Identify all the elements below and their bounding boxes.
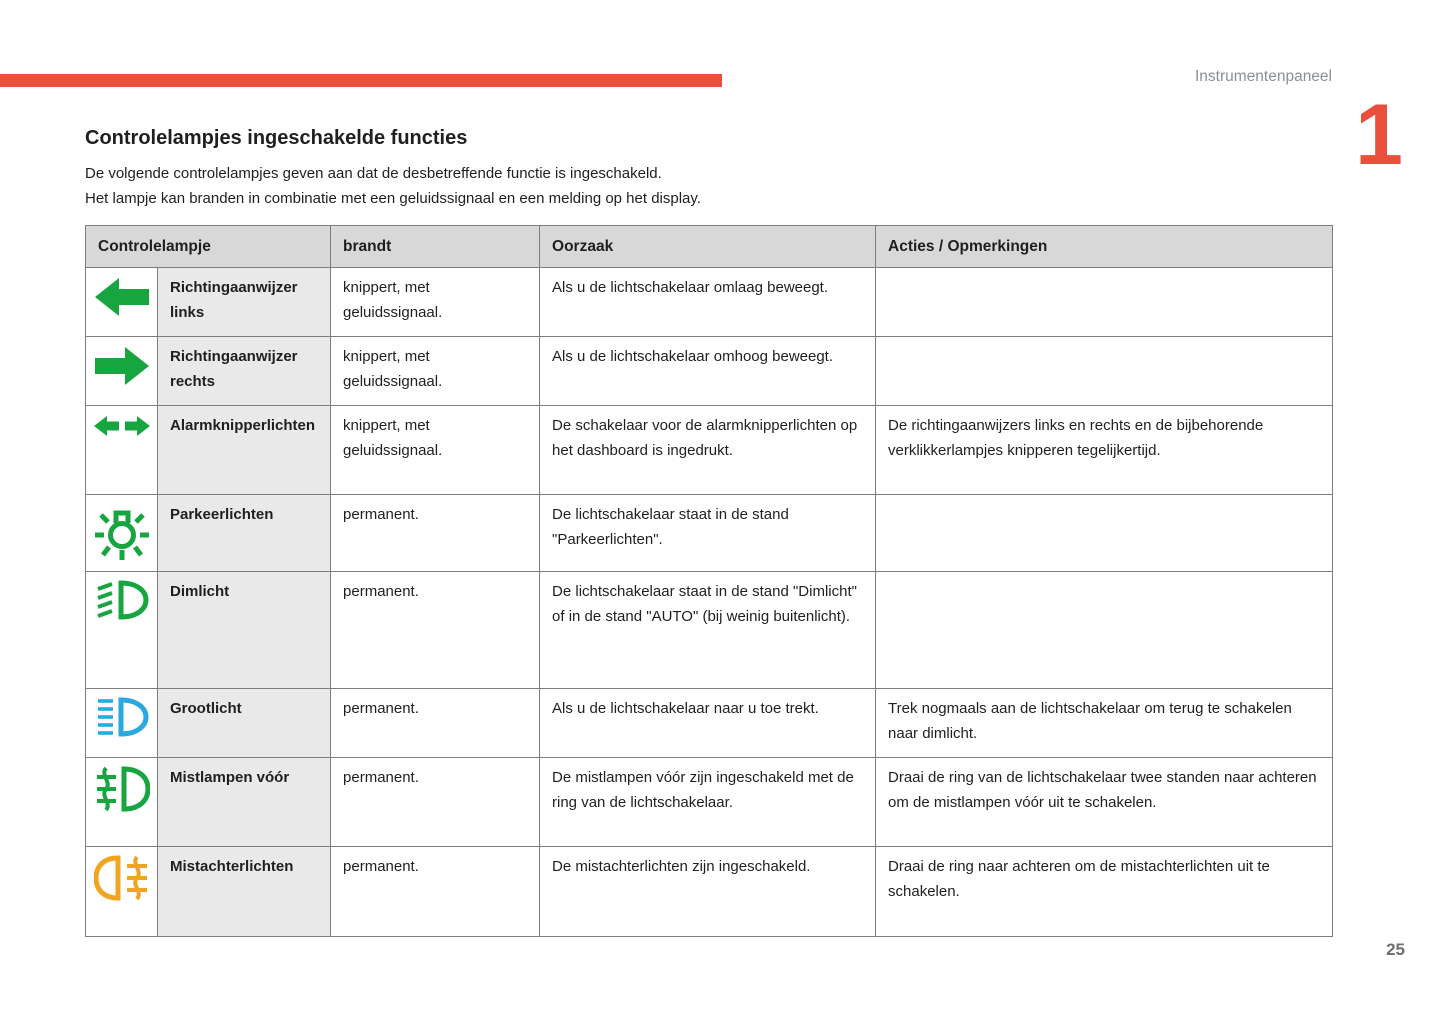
indicator-label: Grootlicht — [158, 689, 331, 758]
table-row — [86, 495, 1333, 572]
intro-line-2: Het lampje kan branden in combinatie met een geluidssignaal en een melding op het display. — [85, 190, 701, 207]
table-row — [86, 847, 1333, 937]
table-row — [86, 572, 1333, 689]
brandt-cell: permanent. — [331, 689, 540, 758]
turn-signal-left-arrow-icon — [95, 276, 149, 318]
header-acties: Acties / Opmerkingen — [876, 226, 1333, 268]
table-row — [86, 268, 1333, 337]
header-brandt: brandt — [331, 226, 540, 268]
indicator-table — [85, 225, 1333, 937]
low-beam-headlight-icon — [95, 580, 149, 620]
brandt-cell: permanent. — [331, 495, 540, 572]
indicator-label: Parkeerlichten — [158, 495, 331, 572]
indicator-label: Mistachterlichten — [158, 847, 331, 937]
brandt-cell: knippert, met geluidssignaal. — [331, 406, 540, 495]
page-number: 25 — [1386, 940, 1405, 959]
header-oorzaak: Oorzaak — [540, 226, 876, 268]
table-header-row — [86, 226, 1333, 268]
acties-cell — [876, 495, 1333, 572]
acties-cell — [876, 337, 1333, 406]
indicator-icon-cell — [86, 572, 158, 689]
oorzaak-cell: Als u de lichtschakelaar naar u toe trekt. — [540, 689, 876, 758]
acties-cell — [876, 572, 1333, 689]
table-row — [86, 758, 1333, 847]
indicator-icon-cell — [86, 337, 158, 406]
acties-cell — [876, 268, 1333, 337]
oorzaak-cell: De lichtschakelaar staat in de stand "Dimlicht" of in de stand "AUTO" (bij weinig buitenlicht). — [540, 572, 876, 689]
intro-line-1: De volgende controlelampjes geven aan dat de desbetreffende functie is ingeschakeld. — [85, 165, 662, 182]
acties-cell: Draai de ring van de lichtschakelaar twee standen naar achteren om de mistlampen vóór uit te schakelen. — [876, 758, 1333, 847]
brandt-cell: permanent. — [331, 847, 540, 937]
indicator-icon-cell — [86, 758, 158, 847]
front-fog-lights-icon — [94, 766, 150, 812]
oorzaak-cell: De schakelaar voor de alarmknipperlichten op het dashboard is ingedrukt. — [540, 406, 876, 495]
page-title: Controlelampjes ingeschakelde functies — [85, 127, 468, 149]
brandt-cell: knippert, met geluidssignaal. — [331, 268, 540, 337]
acties-cell: De richtingaanwijzers links en rechts en de bijbehorende verklikkerlampjes knipperen tegelijkertijd. — [876, 406, 1333, 495]
high-beam-headlight-icon — [95, 697, 149, 737]
brandt-cell: knippert, met geluidssignaal. — [331, 337, 540, 406]
indicator-label: Richtingaanwijzer links — [158, 268, 331, 337]
indicator-icon-cell — [86, 689, 158, 758]
indicator-label: Mistlampen vóór — [158, 758, 331, 847]
indicator-label: Dimlicht — [158, 572, 331, 689]
turn-signal-right-arrow-icon — [95, 345, 149, 387]
table-row — [86, 689, 1333, 758]
indicator-icon-cell — [86, 268, 158, 337]
indicator-icon-cell — [86, 406, 158, 495]
oorzaak-cell: Als u de lichtschakelaar omlaag beweegt. — [540, 268, 876, 337]
oorzaak-cell: De mistlampen vóór zijn ingeschakeld met de ring van de lichtschakelaar. — [540, 758, 876, 847]
parking-lights-bulb-icon — [94, 503, 150, 561]
rear-fog-lights-icon — [94, 855, 150, 901]
oorzaak-cell: Als u de lichtschakelaar omhoog beweegt. — [540, 337, 876, 406]
chapter-number: 1 — [1355, 87, 1401, 183]
oorzaak-cell: De lichtschakelaar staat in de stand "Parkeerlichten". — [540, 495, 876, 572]
indicator-label: Richtingaanwijzer rechts — [158, 337, 331, 406]
indicator-label: Alarmknipperlichten — [158, 406, 331, 495]
table-row — [86, 406, 1333, 495]
table-row — [86, 337, 1333, 406]
chapter-accent-bar — [0, 74, 722, 87]
acties-cell: Trek nogmaals aan de lichtschakelaar om terug te schakelen naar dimlicht. — [876, 689, 1333, 758]
header-controlelampje: Controlelampje — [86, 226, 331, 268]
section-label: Instrumentenpaneel — [1194, 68, 1332, 85]
brandt-cell: permanent. — [331, 572, 540, 689]
hazard-warning-arrows-icon — [94, 414, 150, 438]
acties-cell: Draai de ring naar achteren om de mistachterlichten uit te schakelen. — [876, 847, 1333, 937]
indicator-icon-cell — [86, 495, 158, 572]
intro-text — [85, 161, 701, 211]
brandt-cell: permanent. — [331, 758, 540, 847]
oorzaak-cell: De mistachterlichten zijn ingeschakeld. — [540, 847, 876, 937]
indicator-icon-cell — [86, 847, 158, 937]
